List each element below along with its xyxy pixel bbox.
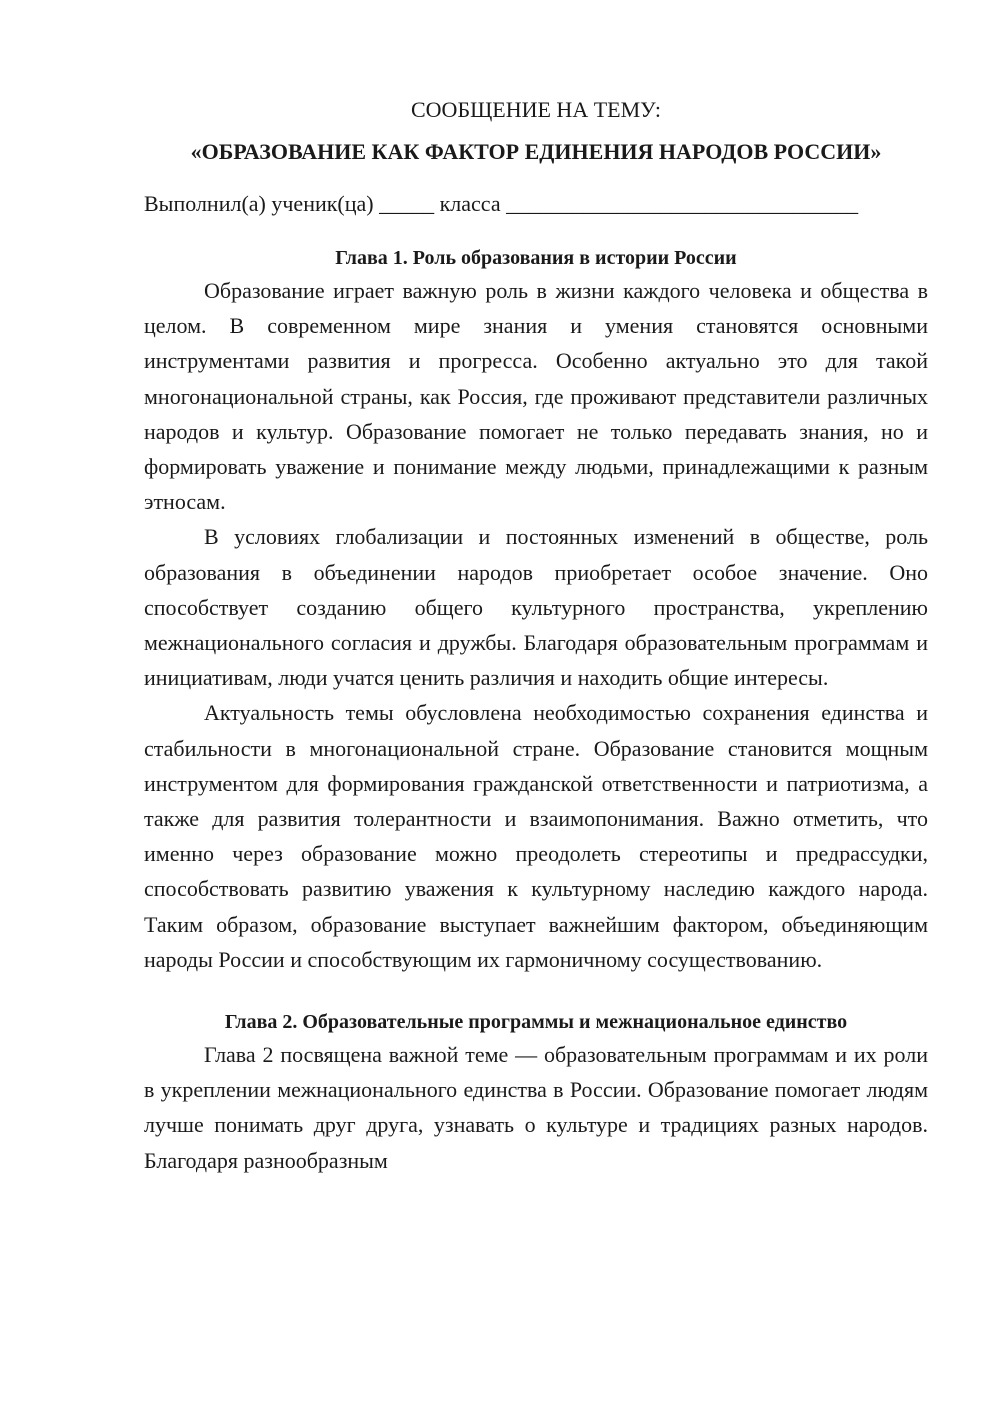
chapter-1-title: Глава 1. Роль образования в истории России (335, 247, 737, 269)
chapter-2-title: Глава 2. Образовательные программы и межнациональное единство (224, 1011, 848, 1034)
chapter-1-paragraph: Образование играет важную роль в жизни каждого человека и общества в целом. В современном мире знания и умения становятся основными инструментами развития и прогресса. Особенно актуально это для такой многонациональной страны, как Россия, где проживают представители различных народов и культур. Образование помогает не только передавать знания, но и формировать уважение и понимание между людьми, принадлежащими к разным этносам. (144, 278, 928, 515)
document-heading-label: СООБЩЕНИЕ НА ТЕМУ: (411, 97, 661, 122)
document-title: «ОБРАЗОВАНИЕ КАК ФАКТОР ЕДИНЕНИЯ НАРОДОВ РОССИИ» (190, 139, 882, 164)
chapter-1-paragraph: В условиях глобализации и постоянных изменений в обществе, роль образования в объединении народов приобретает особое значение. Оно способствует созданию общего культурного пространства, укреплению межнационального согласия и дружбы. Благодаря образовательным программам и инициативам, люди учатся ценить различия и находить общие интересы. (144, 524, 928, 691)
author-line: Выполнил(а) ученик(ца) _____ класса ________________________________ (144, 191, 859, 216)
chapter-1-paragraph: Актуальность темы обусловлена необходимостью сохранения единства и стабильности в многонациональной стране. Образование становится мощным инструментом для формирования гражданской ответственности и патриотизма, а также для развития толерантности и взаимопонимания. Важно отметить, что именно через образование можно преодолеть стереотипы и предрассудки, способствовать развитию уважения к культурному наследию каждого народа. Таким образом, образование выступает важнейшим фактором, объединяющим народы России и способствующим их гармоничному сосуществованию. (144, 700, 928, 972)
document-page (144, 94, 928, 1178)
chapter-2-paragraph: Глава 2 посвящена важной теме — образовательным программам и их роли в укреплении межнационального единства в России. Образование помогает людям лучше понимать друг друга, узнавать о культуре и традициях разных народов. Благодаря разнообразным (144, 1042, 928, 1173)
